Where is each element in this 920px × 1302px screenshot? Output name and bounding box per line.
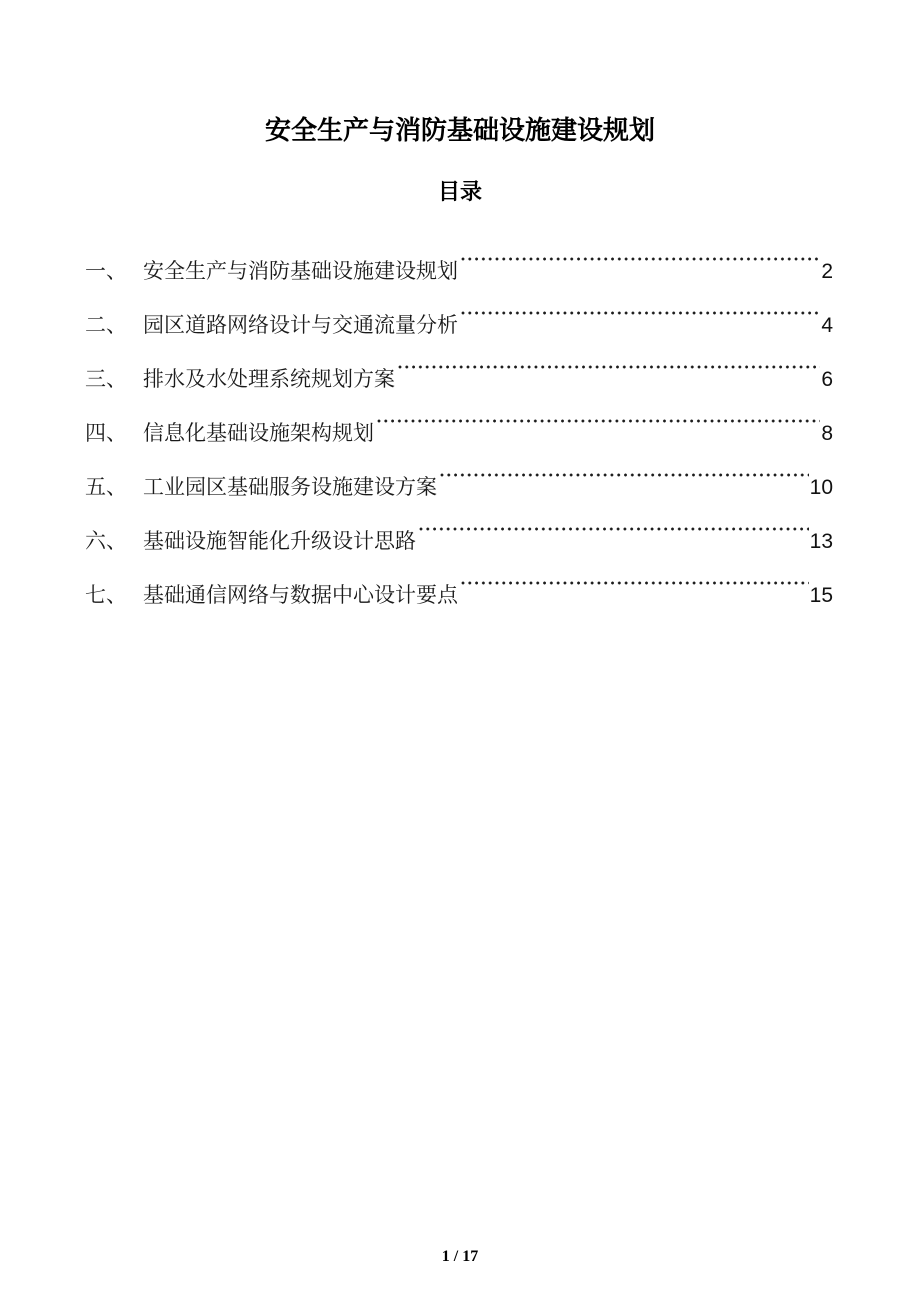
- toc-entry-page-number: 2: [821, 260, 833, 284]
- dot-leader: [458, 278, 821, 332]
- toc-entry-page-number: 4: [821, 314, 833, 338]
- dot-leader: [395, 332, 821, 386]
- toc-entry[interactable]: [85, 224, 833, 284]
- toc-entry-title: 基础设施智能化升级设计思路: [143, 529, 416, 554]
- toc-entry-title: 安全生产与消防基础设施建设规划: [143, 259, 458, 284]
- toc-entry-number: 三、: [85, 367, 127, 392]
- toc-entry-page-number: 15: [809, 584, 833, 608]
- toc-entry-title: 排水及水处理系统规划方案: [143, 367, 395, 392]
- dot-leader: [437, 440, 810, 494]
- toc-heading: 目录: [437, 178, 482, 204]
- toc-entry-page-number: 8: [821, 422, 833, 446]
- toc-entry-number: 六、: [85, 529, 127, 554]
- dot-leader: [374, 386, 821, 440]
- toc-entry-number: 一、: [85, 259, 127, 284]
- toc-entry-number: 四、: [85, 421, 127, 446]
- toc-entry-number: 七、: [85, 583, 127, 608]
- toc-entry-title: 工业园区基础服务设施建设方案: [143, 475, 437, 500]
- dot-leader: [458, 548, 810, 602]
- toc-entry-page-number: 13: [809, 530, 833, 554]
- toc-entry-number: 二、: [85, 313, 127, 338]
- toc-entry-title: 基础通信网络与数据中心设计要点: [143, 583, 458, 608]
- dot-leader: [458, 224, 821, 278]
- page-number-footer: 1 / 17: [441, 1248, 479, 1265]
- document-title: 安全生产与消防基础设施建设规划: [264, 115, 655, 145]
- toc-entry-page-number: 10: [809, 476, 833, 500]
- toc-entry-page-number: 6: [821, 368, 833, 392]
- dot-leader: [416, 494, 810, 548]
- toc-entry-title: 园区道路网络设计与交通流量分析: [143, 313, 458, 338]
- toc-list: [0, 224, 920, 608]
- toc-entry-title: 信息化基础设施架构规划: [143, 421, 374, 446]
- toc-entry-number: 五、: [85, 475, 127, 500]
